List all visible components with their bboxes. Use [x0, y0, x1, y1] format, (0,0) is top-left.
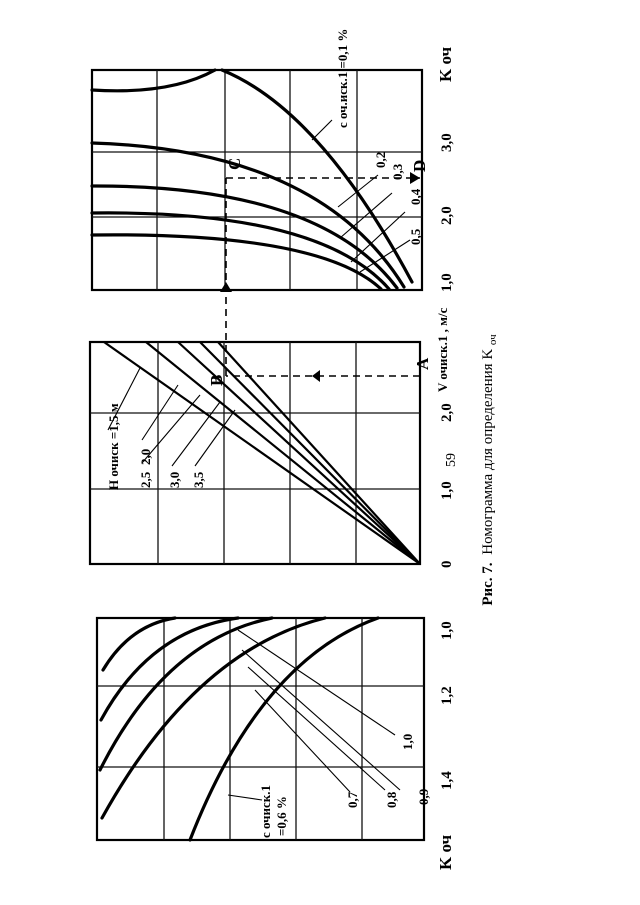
left-tick-1-0: 1,0 — [439, 621, 455, 640]
right-label-0-5: 0,5 — [408, 228, 423, 245]
right-tick-1-0: 1,0 — [439, 273, 455, 292]
middle-tick-1-0: 1,0 — [439, 481, 455, 500]
middle-axis-label: V очиск.1 , м/с — [435, 307, 450, 392]
left-label-1-0: 1,0 — [400, 733, 415, 750]
middle-label-2-5: 2,5 — [138, 471, 153, 488]
left-label-0-8: 0,8 — [384, 791, 399, 808]
left-tick-1-4: 1,4 — [439, 771, 455, 790]
left-axis-label: K оч — [436, 834, 455, 870]
right-leader-0-1 — [312, 120, 332, 140]
right-tick-2-0: 2,0 — [439, 206, 455, 225]
left-curve-0-9 — [101, 618, 238, 720]
left-tick-1-2: 1,2 — [439, 686, 455, 705]
arrow-c-d — [410, 172, 420, 184]
middle-label-3-0: 3,0 — [167, 471, 182, 488]
right-curve-0-4 — [92, 213, 389, 289]
left-leader-0-6 — [228, 795, 262, 800]
caption-label: Рис. 7. — [480, 562, 496, 606]
left-label-0-9: 0,9 — [416, 788, 431, 805]
figure-caption — [480, 334, 499, 606]
right-label-0-4: 0,4 — [408, 188, 423, 205]
arrow-a-b — [312, 370, 320, 382]
right-curve-extra — [92, 70, 215, 91]
middle-tick-2-0: 2,0 — [439, 403, 455, 422]
middle-leader-3-0 — [172, 402, 220, 466]
middle-tick-0: 0 — [439, 560, 455, 568]
right-label-0-2: 0,2 — [373, 151, 388, 168]
point-label-c: C — [225, 157, 244, 170]
right-panel — [92, 29, 455, 292]
point-label-a: A — [413, 357, 432, 370]
right-curve-0-5 — [92, 235, 381, 289]
point-label-b: B — [207, 374, 226, 386]
right-label-0-1: c оч.иск.1 =0,1 % — [335, 28, 350, 128]
left-panel — [97, 618, 455, 870]
point-label-d: D — [410, 159, 429, 172]
middle-leader-3-5 — [195, 410, 235, 466]
caption-subscript: оч — [487, 334, 499, 346]
left-label-conc-name: c очиск.1 — [258, 784, 273, 838]
right-curve-0-3 — [92, 186, 397, 288]
middle-panel — [90, 307, 455, 568]
middle-label-2-0: 2,0 — [138, 448, 153, 465]
right-label-0-3: 0,3 — [390, 163, 405, 180]
left-label-conc-value: =0,6 % — [274, 796, 289, 836]
right-leader-0-2 — [338, 175, 378, 207]
left-leader-0-9 — [242, 650, 400, 790]
middle-label-1-5: H очиск =1,5 м — [106, 403, 121, 490]
right-tick-3-0: 3,0 — [439, 133, 455, 152]
left-leader-1-0 — [238, 630, 395, 735]
left-leader-0-7 — [255, 690, 350, 792]
right-axis-label: K оч — [436, 46, 455, 82]
page-number: 59 — [444, 453, 459, 467]
middle-label-3-5: 3,5 — [191, 471, 206, 488]
left-label-0-7: 0,7 — [345, 791, 360, 808]
caption-text: Номограмма для определения K — [480, 348, 496, 555]
right-curve-0-1 — [222, 70, 412, 282]
arrow-b-c — [220, 282, 232, 292]
